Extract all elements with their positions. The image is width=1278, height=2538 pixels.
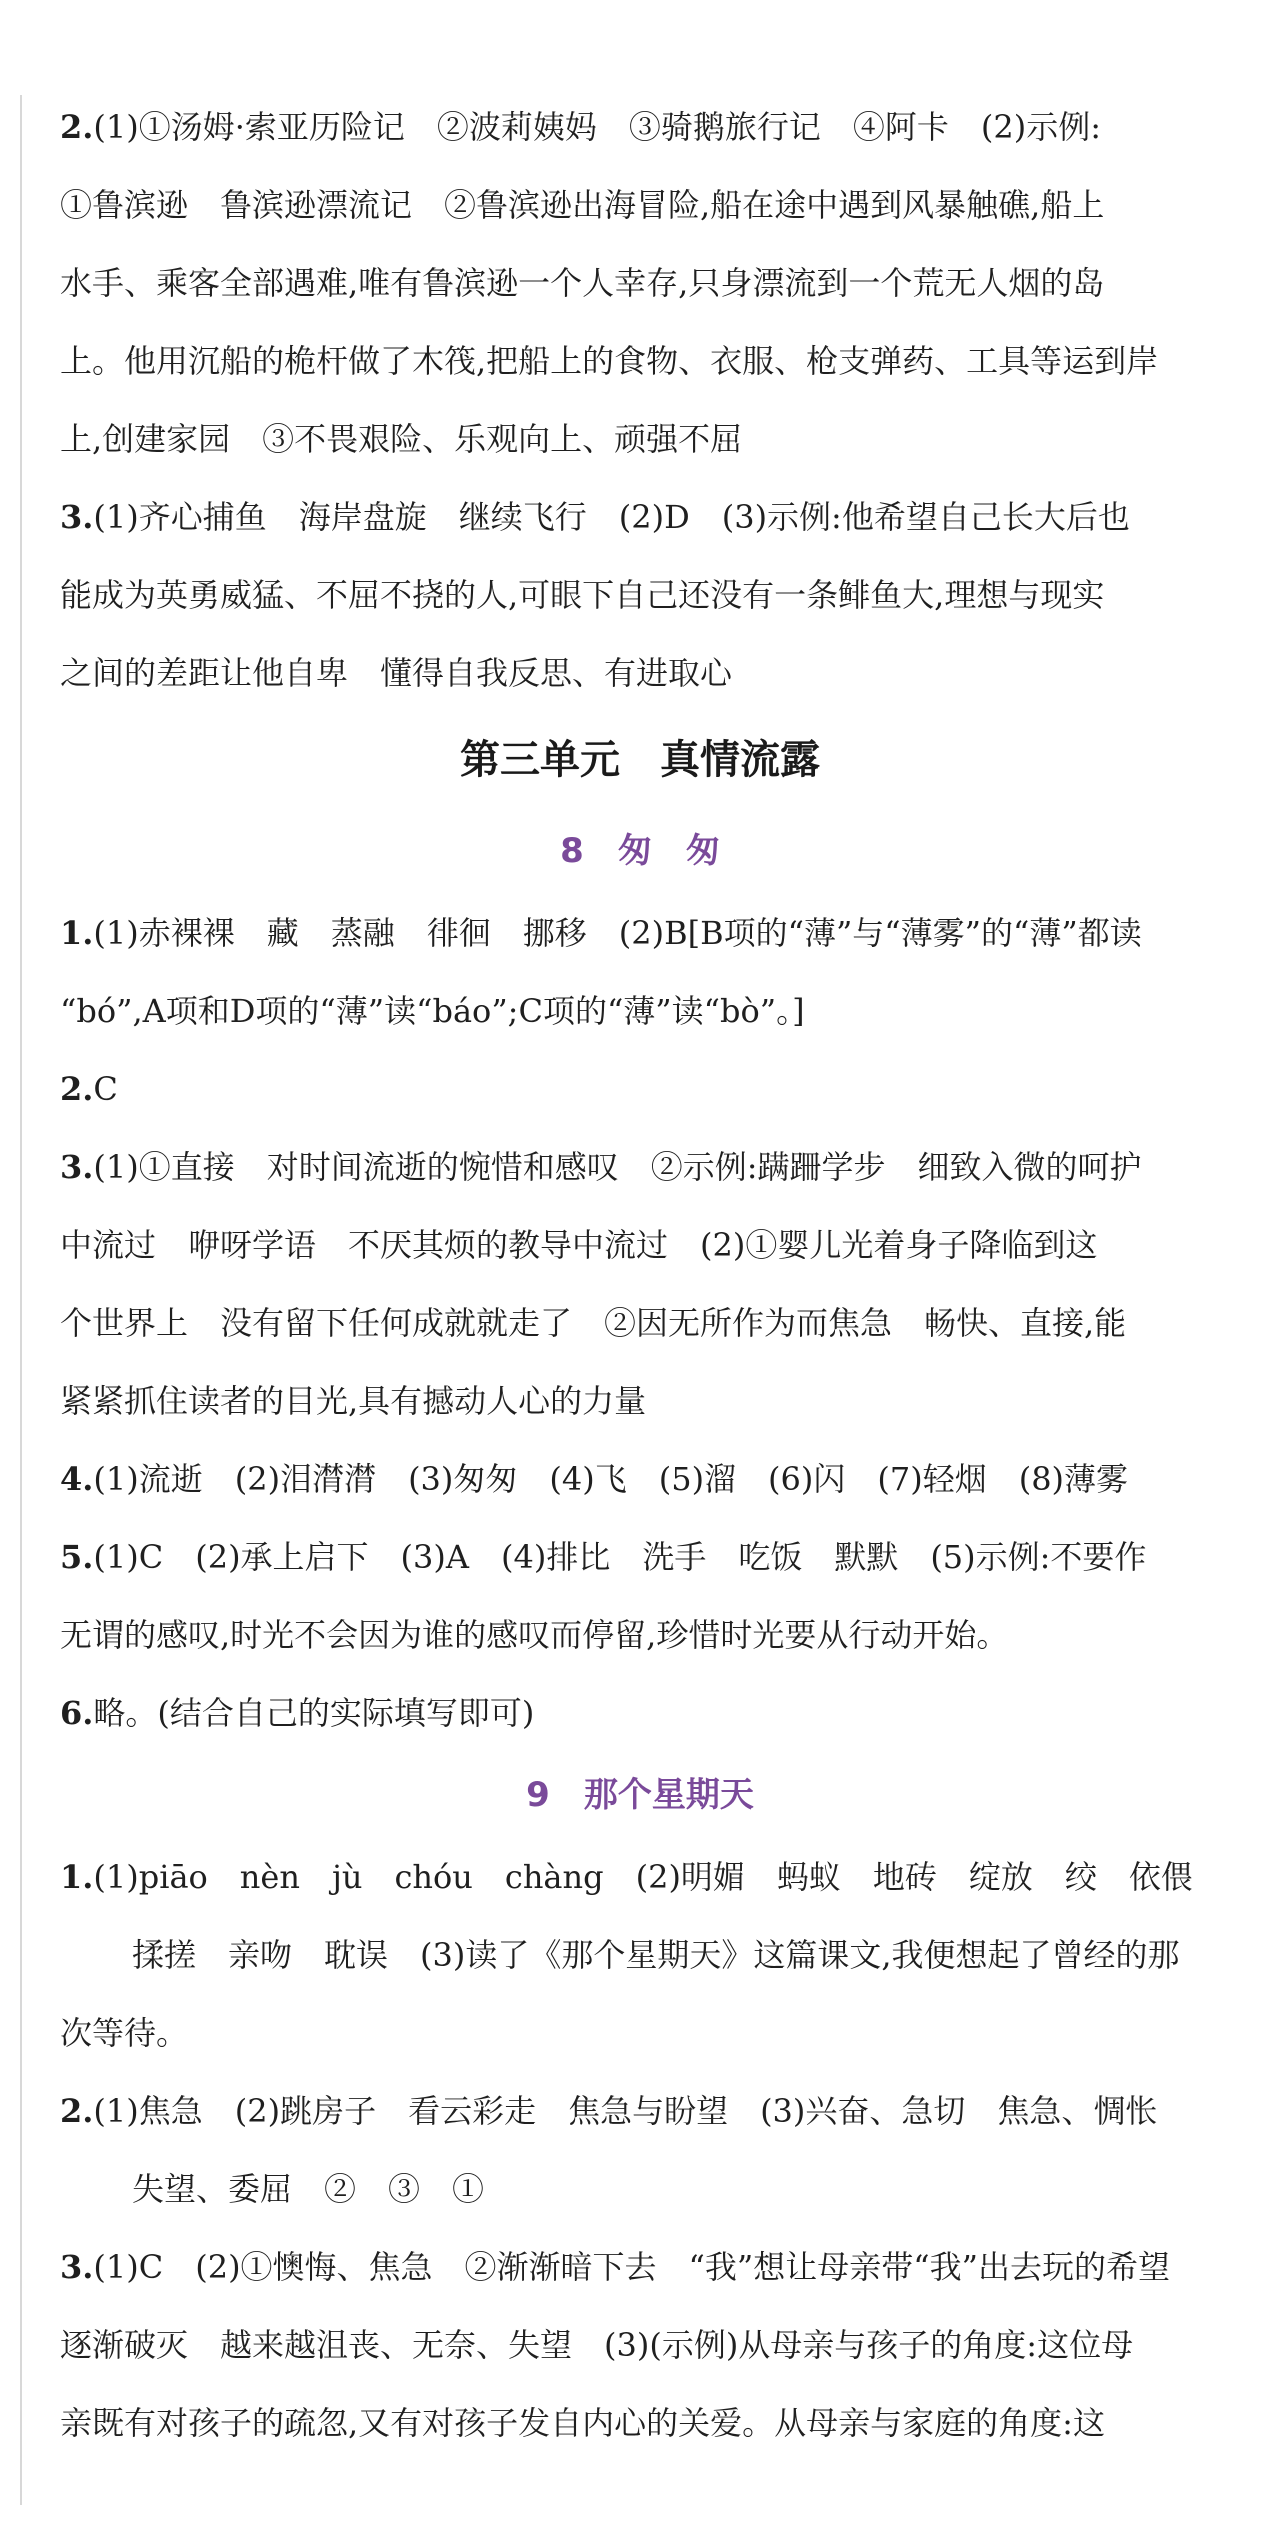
answer-line [60, 894, 1220, 972]
answer-line: “bó”,A项和D项的“薄”读“báo”;C项的“薄”读“bò”。] [60, 992, 805, 1030]
lesson9-item-1 [60, 1838, 1220, 2072]
answer-item-3-prev [60, 478, 1220, 712]
item-number: 6. [60, 1694, 94, 1732]
item-number: 2. [60, 1070, 94, 1108]
answer-page [60, 88, 1220, 2462]
answer-line [60, 1128, 1220, 1206]
answer-line: 个世界上 没有留下任何成就就走了 ②因无所作为而焦急 畅快、直接,能 [60, 1304, 1127, 1342]
lesson-8-title: 8 匆 匆 [560, 831, 720, 871]
answer-line: ①鲁滨逊 鲁滨逊漂流记 ②鲁滨逊出海冒险,船在途中遇到风暴触礁,船上 [60, 186, 1105, 224]
answer-text: (1)①直接 对时间流逝的惋惜和感叹 ②示例:蹒跚学步 细致入微的呵护 [93, 1148, 1142, 1186]
item-number: 1. [60, 1858, 94, 1896]
answer-text: C [93, 1070, 118, 1108]
lesson-9-title: 9 那个星期天 [526, 1775, 754, 1815]
item-number: 2. [60, 108, 94, 146]
lesson8-item-2 [60, 1050, 1220, 1128]
answer-line: 中流过 咿呀学语 不厌其烦的教导中流过 (2)①婴儿光着身子降临到这 [60, 1226, 1098, 1264]
answer-line: 上。他用沉船的桅杆做了木筏,把船上的食物、衣服、枪支弹药、工具等运到岸 [60, 342, 1159, 380]
answer-line: 能成为英勇威猛、不屈不挠的人,可眼下自己还没有一条鲱鱼大,理想与现实 [60, 576, 1105, 614]
answer-line: 无谓的感叹,时光不会因为谁的感叹而停留,珍惜时光要从行动开始。 [60, 1616, 1009, 1654]
answer-line: 失望、委屈 ② ③ ① [132, 2170, 485, 2208]
answer-line: 紧紧抓住读者的目光,具有撼动人心的力量 [60, 1382, 647, 1420]
answer-line [60, 1440, 1220, 1518]
answer-text: (1)piāo nèn jù chóu chàng (2)明媚 蚂蚁 地砖 绽放 绞 依偎 [93, 1858, 1193, 1896]
lesson8-item-4 [60, 1440, 1220, 1518]
answer-text: (1)流逝 (2)泪潸潸 (3)匆匆 (4)飞 (5)溜 (6)闪 (7)轻烟 (8)薄雾 [93, 1460, 1129, 1498]
answer-line: 次等待。 [60, 2014, 189, 2052]
answer-line [60, 88, 1220, 166]
answer-line [60, 1518, 1220, 1596]
answer-text: (1)焦急 (2)跳房子 看云彩走 焦急与盼望 (3)兴奋、急切 焦急、惆怅 [93, 2092, 1158, 2130]
answer-line: 之间的差距让他自卑 懂得自我反思、有进取心 [60, 654, 733, 692]
answer-line [60, 1838, 1220, 1916]
item-number: 1. [60, 914, 94, 952]
answer-text: (1)齐心捕鱼 海岸盘旋 继续飞行 (2)D (3)示例:他希望自己长大后也 [93, 498, 1130, 536]
answer-line: 逐渐破灭 越来越沮丧、无奈、失望 (3)(示例)从母亲与孩子的角度:这位母 [60, 2326, 1134, 2364]
item-number: 5. [60, 1538, 94, 1576]
answer-line [60, 1674, 1220, 1752]
answer-line: 上,创建家园 ③不畏艰险、乐观向上、顽强不屈 [60, 420, 743, 458]
answer-line: 亲既有对孩子的疏忽,又有对孩子发自内心的关爱。从母亲与家庭的角度:这 [60, 2404, 1105, 2442]
answer-text: (1)①汤姆·索亚历险记 ②波莉姨妈 ③骑鹅旅行记 ④阿卡 (2)示例: [93, 108, 1102, 146]
item-number: 2. [60, 2092, 94, 2130]
answer-line [60, 478, 1220, 556]
answer-line: 水手、乘客全部遇难,唯有鲁滨逊一个人幸存,只身漂流到一个荒无人烟的岛 [60, 264, 1105, 302]
answer-item-2-prev [60, 88, 1220, 478]
answer-text: (1)C (2)①懊悔、焦急 ②渐渐暗下去 “我”想让母亲带“我”出去玩的希望 [93, 2248, 1170, 2286]
lesson8-item-5 [60, 1518, 1220, 1674]
item-number: 3. [60, 1148, 94, 1186]
item-number: 4. [60, 1460, 94, 1498]
item-number: 3. [60, 498, 94, 536]
answer-line: 揉搓 亲吻 耽误 (3)读了《那个星期天》这篇课文,我便想起了曾经的那 [132, 1936, 1180, 1974]
lesson8-item-6 [60, 1674, 1220, 1752]
unit-title: 第三单元 真情流露 [460, 737, 820, 783]
lesson8-item-1 [60, 894, 1220, 1050]
answer-line [60, 2228, 1220, 2306]
lesson8-item-3 [60, 1128, 1220, 1440]
answer-text: (1)C (2)承上启下 (3)A (4)排比 洗手 吃饭 默默 (5)示例:不要作 [93, 1538, 1147, 1576]
lesson9-item-3 [60, 2228, 1220, 2462]
binding-margin-line [20, 95, 22, 2505]
answer-line [60, 2072, 1220, 2150]
answer-text: 略。(结合自己的实际填写即可) [93, 1694, 535, 1732]
answer-text: (1)赤裸裸 藏 蒸融 徘徊 挪移 (2)B[B项的“薄”与“薄雾”的“薄”都读 [93, 914, 1142, 952]
item-number: 3. [60, 2248, 94, 2286]
answer-line [60, 1050, 1220, 1128]
lesson9-item-2 [60, 2072, 1220, 2228]
